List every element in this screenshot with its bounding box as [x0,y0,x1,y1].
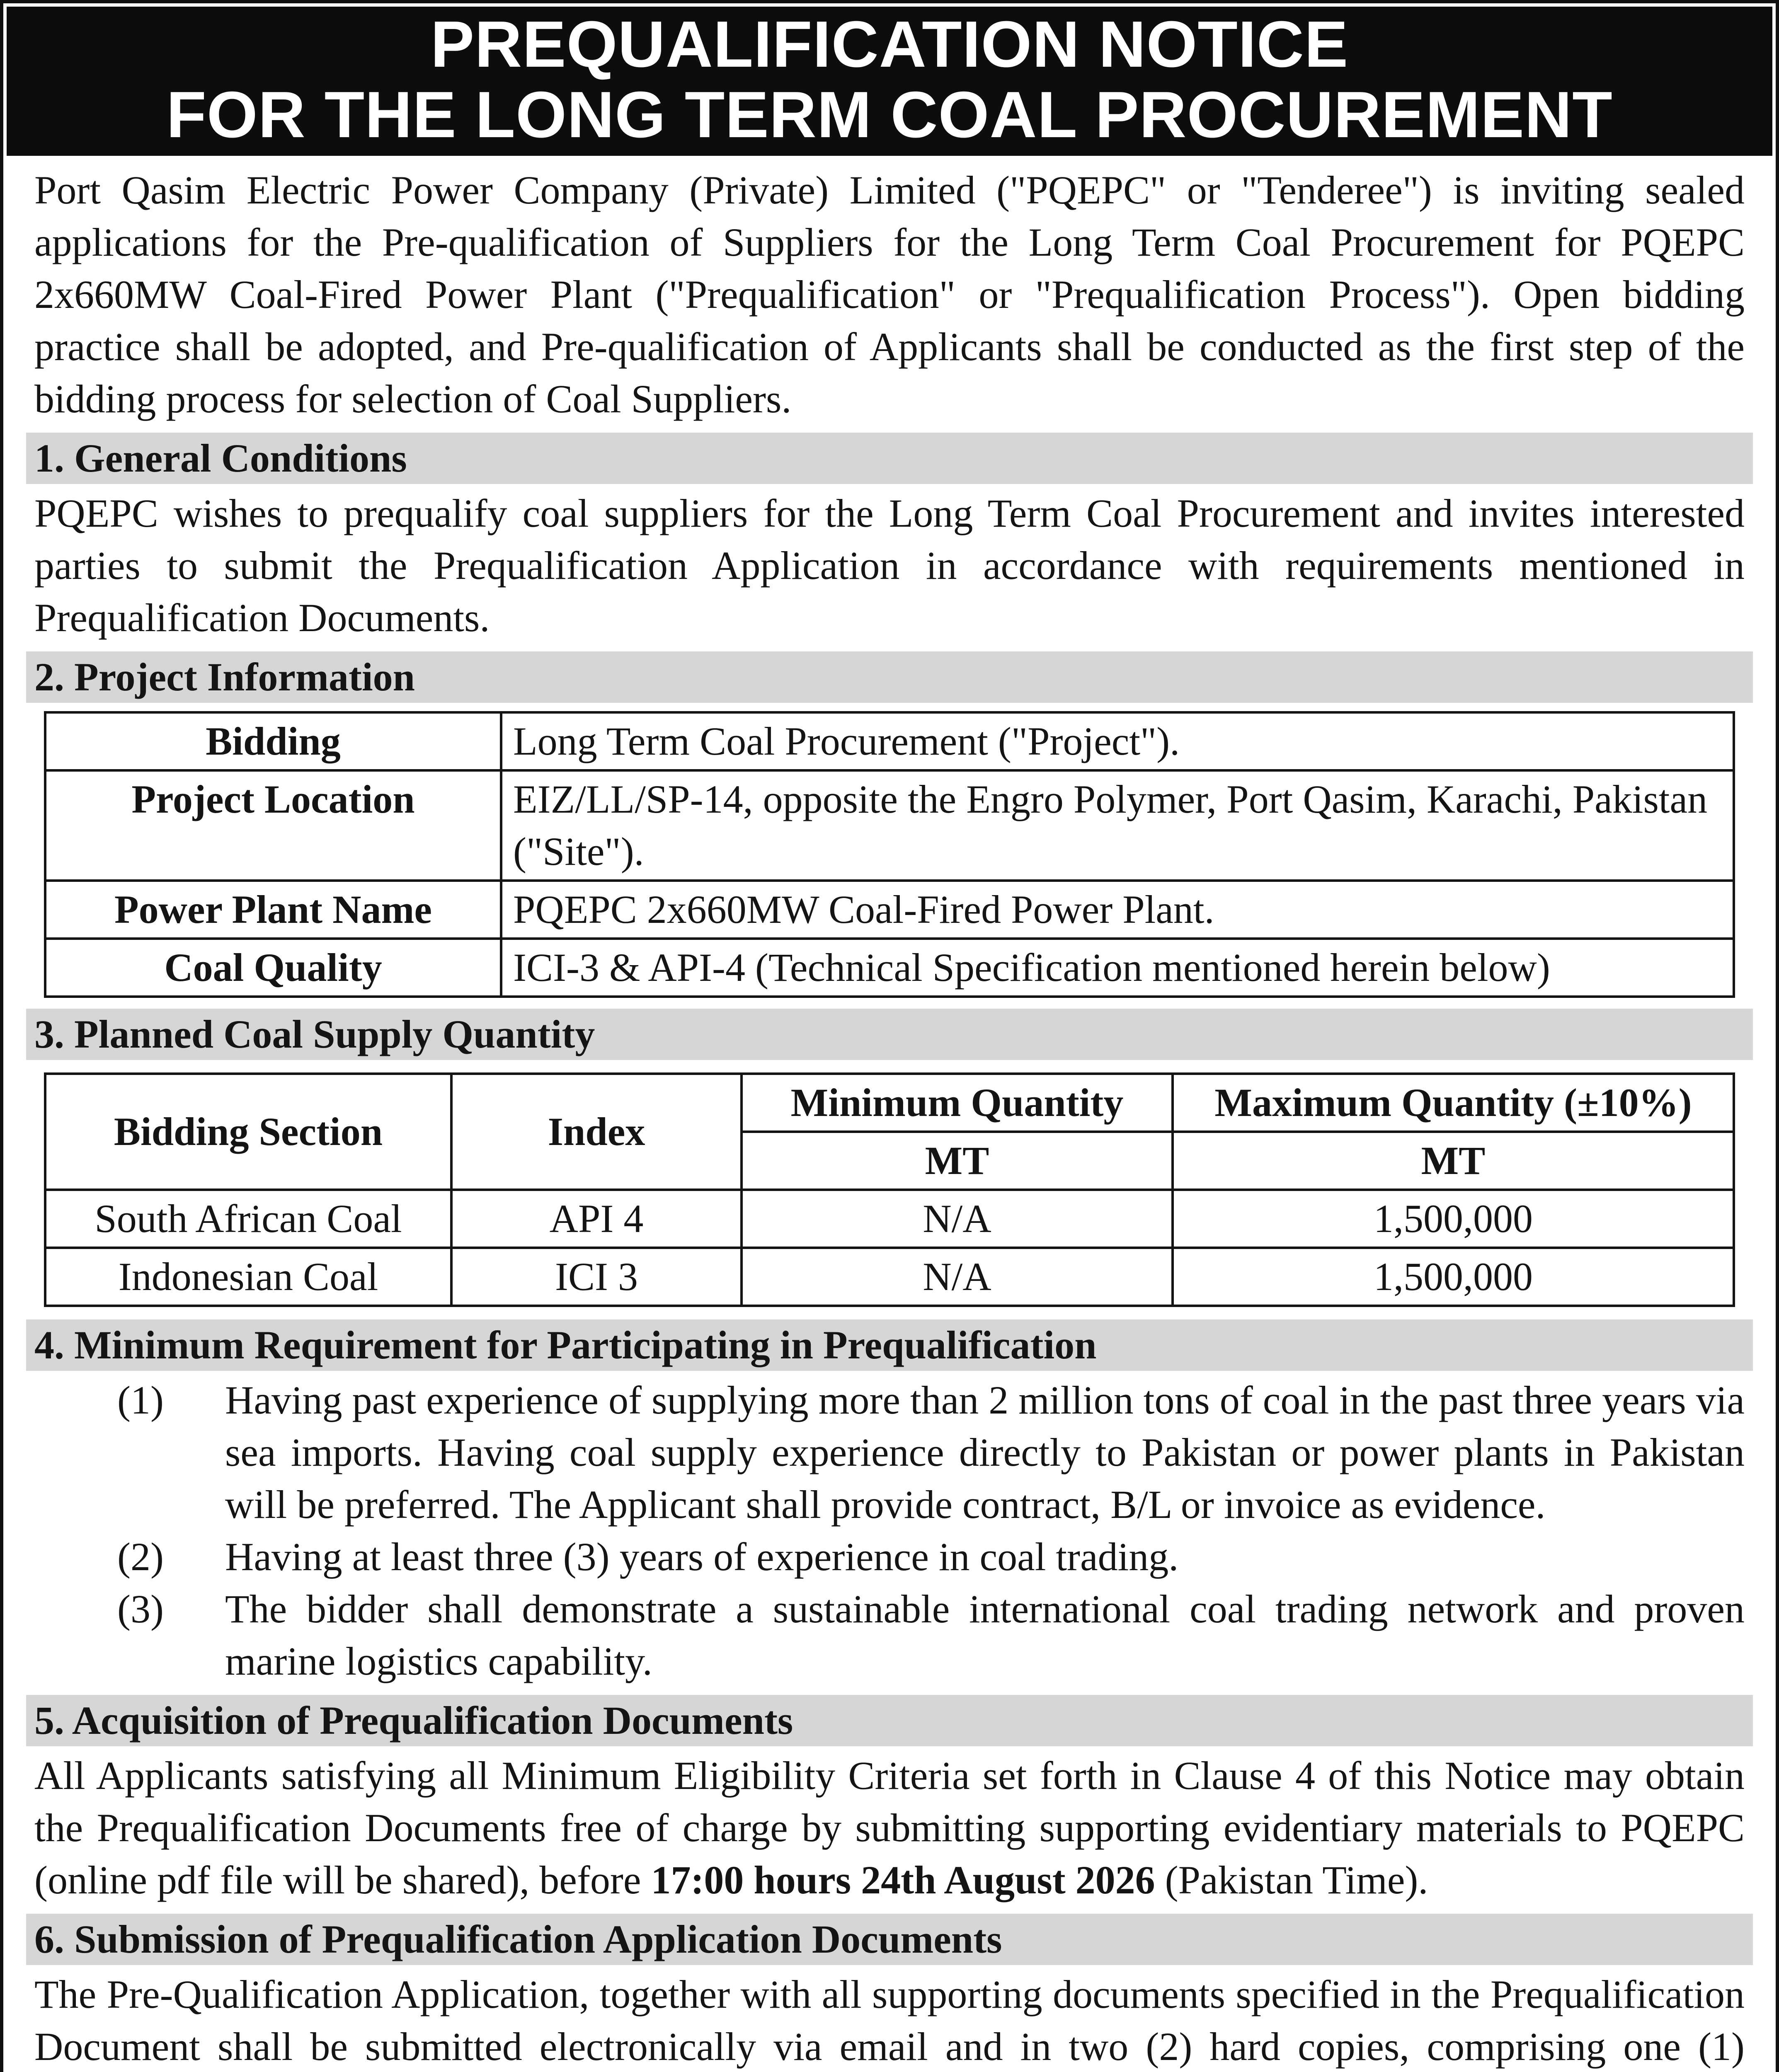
table-row [45,881,1734,939]
section-6-text [26,1968,1753,2072]
section-4-heading: 4. Minimum Requirement for Participating in Prequalification [26,1319,1753,1371]
cell-bidding-section: Indonesian Coal [45,1248,451,1306]
table-row [45,1248,1734,1306]
coal-quantity-table [44,1072,1735,1307]
col-header-max-quantity: Maximum Quantity (±10%) [1173,1074,1734,1132]
table-row [45,770,1734,881]
section-2-heading: 2. Project Information [26,651,1753,703]
section-1-heading: 1. General Conditions [26,433,1753,484]
section-5-text-end: (Pakistan Time). [1155,1858,1428,1902]
header-title-line2: FOR THE LONG TERM COAL PROCUREMENT [166,78,1613,151]
project-value: Long Term Coal Procurement ("Project"). [501,712,1734,770]
project-label: Power Plant Name [45,881,501,939]
cell-min-quantity: N/A [742,1248,1173,1306]
project-label: Project Location [45,770,501,881]
col-header-min-quantity: Minimum Quantity [742,1074,1173,1132]
list-item-number: (1) [117,1378,164,1422]
project-value: ICI-3 & API-4 (Technical Specification mentioned herein below) [501,939,1734,997]
list-item-text: The bidder shall demonstrate a sustainable international coal trading network and proven marine logistics capability. [225,1587,1745,1683]
list-item [43,1583,1745,1687]
project-value: EIZ/LL/SP-14, opposite the Engro Polymer, Port Qasim, Karachi, Pakistan ("Site"). [501,770,1734,881]
list-item-number: (3) [117,1587,164,1631]
project-value: PQEPC 2x660MW Coal-Fired Power Plant. [501,881,1734,939]
project-label: Bidding [45,712,501,770]
table-row [45,712,1734,770]
cell-index: ICI 3 [451,1248,742,1306]
cell-bidding-section: South African Coal [45,1190,451,1248]
project-info-table [44,711,1735,998]
col-header-min-unit: MT [742,1132,1173,1190]
intro-paragraph: Port Qasim Electric Power Company (Private) Limited ("PQEPC" or "Tenderee") is inviting sealed applications for the Pre-qualification of Suppliers for the Long Term Coal Procurement for PQEPC 2x660MW Coal-Fired Power Plant ("Prequalification" or "Prequalification Process"). Open bidding practice shall be adopted, and Pre-qualification of Applicants shall be conducted as the first step of the bidding process for selection of Coal Suppliers. [34,168,1745,421]
section-5-deadline: 17:00 hours 24th August 2026 [651,1858,1155,1902]
col-header-index: Index [451,1074,742,1190]
list-item-number: (2) [117,1535,164,1579]
section-5-text-start: All Applicants satisfying all Minimum Eligibility Criteria set forth in Clause 4 of this Notice may obtain the Prequalification Documents free of charge by submitting supporting evidentiary materials to PQEPC (online pdf file will be shared), before [34,1753,1745,1902]
section-5-heading: 5. Acquisition of Prequalification Documents [26,1695,1753,1746]
col-header-bidding-section: Bidding Section [45,1074,451,1190]
section-6-heading: 6. Submission of Prequalification Application Documents [26,1914,1753,1965]
section-1-text: PQEPC wishes to prequalify coal suppliers for the Long Term Coal Procurement and invites interested parties to submit the Prequalification Application in accordance with requirements mentioned in Prequalification Documents. [34,491,1745,640]
table-header-row [45,1074,1734,1132]
cell-max-quantity: 1,500,000 [1173,1248,1734,1306]
section-5-text [26,1750,1753,1906]
table-row [45,1190,1734,1248]
section-6-text-start: The Pre-Qualification Application, together with all supporting documents specified in the Prequalification Document shall be submitted electronically via email and in two (2) hard copies, comprising one (1) [34,1972,1745,2069]
cell-max-quantity: 1,500,000 [1173,1190,1734,1248]
list-item-text: Having past experience of supplying more than 2 million tons of coal in the past three years via sea imports. Having coal supply experience directly to Pakistan or power plants in Pakistan will be preferred. The Applicant shall provide contract, B/L or invoice as evidence. [225,1378,1745,1527]
cell-min-quantity: N/A [742,1190,1173,1248]
table-row [45,939,1734,997]
col-header-max-unit: MT [1173,1132,1734,1190]
notice-header [7,7,1772,156]
project-label: Coal Quality [45,939,501,997]
cell-index: API 4 [451,1190,742,1248]
requirements-list [26,1374,1753,1687]
list-item [43,1374,1745,1531]
list-item-text: Having at least three (3) years of experience in coal trading. [225,1535,1179,1579]
list-item [43,1531,1745,1583]
header-title-line1: PREQUALIFICATION NOTICE [430,8,1349,81]
section-3-heading: 3. Planned Coal Supply Quantity [26,1009,1753,1060]
